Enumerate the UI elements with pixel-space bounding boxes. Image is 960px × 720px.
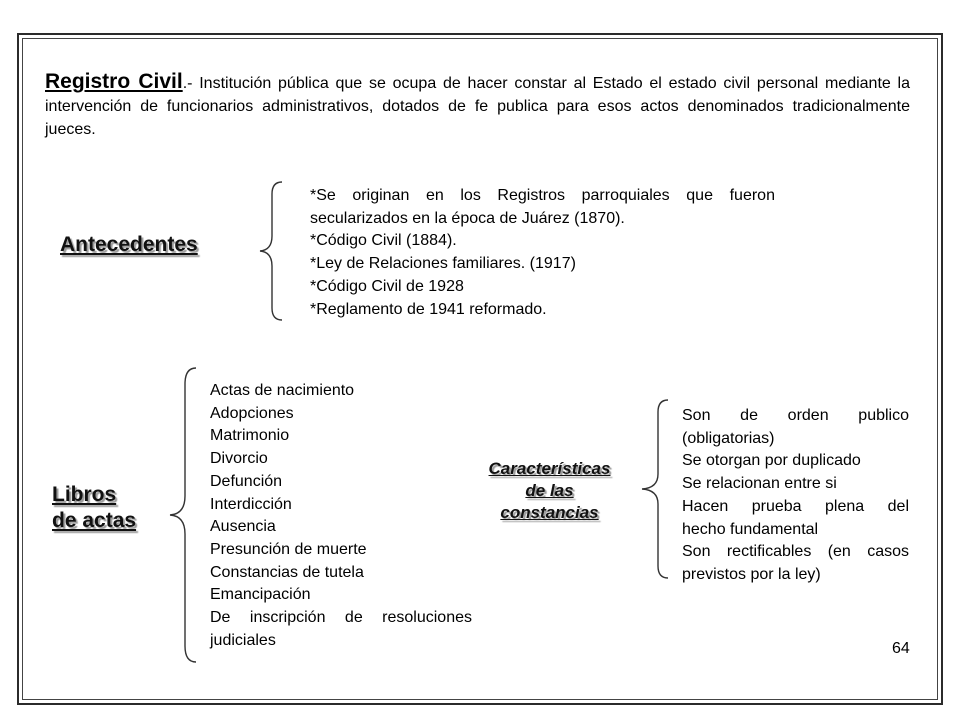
- antecedentes-brace: [256, 180, 286, 322]
- caracteristicas-item: Son rectificables (en casos: [682, 543, 909, 561]
- caracteristicas-item: previstos por la ley): [682, 565, 821, 583]
- caracteristicas-heading: [468, 458, 631, 524]
- caracteristicas-item: Son de orden publico: [682, 407, 909, 424]
- libros-item: Actas de nacimiento: [210, 382, 355, 399]
- libros-item: Defunción: [210, 472, 283, 490]
- libros-brace: [166, 366, 200, 664]
- libros-heading: [52, 482, 136, 534]
- libros-item: Ausencia: [210, 518, 276, 536]
- caracteristicas-item: hecho fundamental: [682, 520, 819, 538]
- libros-item: Constancias de tutela: [210, 563, 364, 581]
- page-number: 64: [892, 640, 910, 657]
- libros-heading-line2: de actas: [52, 509, 137, 532]
- antecedentes-item: *Reglamento de 1941 reformado.: [310, 300, 547, 318]
- intro-text: Institución pública que se ocupa de hacer constar al Estado el estado civil personal mediante la intervención de funcionarios administrativos, dotados de fe publica para esos actos denominados tradicionalmente jueces.: [45, 75, 911, 138]
- caracteristicas-heading-line3: constancias: [500, 503, 599, 522]
- antecedentes-heading: Antecedentes: [60, 233, 198, 256]
- antecedentes-item: secularizados en la época de Juárez (1870).: [310, 209, 625, 227]
- caracteristicas-item: Se otorgan por duplicado: [682, 452, 861, 470]
- libros-item: Presunción de muerte: [210, 540, 367, 558]
- libros-item: De inscripción de resoluciones: [210, 609, 472, 627]
- caracteristicas-item: (obligatorias): [682, 429, 775, 447]
- caracteristicas-item: Hacen prueba plena del: [682, 497, 909, 515]
- intro-separator: .-: [182, 75, 200, 92]
- caracteristicas-list: [682, 405, 909, 587]
- libros-item: Matrimonio: [210, 427, 290, 445]
- antecedentes-list: [310, 185, 775, 321]
- caracteristicas-heading-line2: de las: [525, 481, 574, 500]
- caracteristicas-item: Se relacionan entre si: [682, 475, 837, 493]
- libros-item: judiciales: [210, 631, 276, 649]
- antecedentes-item: *Código Civil de 1928: [310, 277, 464, 295]
- libros-item: Adopciones: [210, 404, 294, 422]
- antecedentes-item: *Se originan en los Registros parroquiales que fueron: [310, 187, 775, 204]
- libros-item: Divorcio: [210, 450, 268, 468]
- antecedentes-item: *Código Civil (1884).: [310, 232, 457, 250]
- caracteristicas-brace: [638, 398, 672, 580]
- libros-list: [210, 380, 472, 652]
- libros-heading-line1: Libros: [52, 483, 117, 506]
- intro-paragraph: [45, 70, 910, 141]
- registro-civil-term: Registro Civil: [45, 70, 183, 93]
- antecedentes-item: *Ley de Relaciones familiares. (1917): [310, 255, 576, 273]
- libros-item: Emancipación: [210, 586, 311, 604]
- caracteristicas-heading-line1: Características: [488, 459, 611, 478]
- libros-item: Interdicción: [210, 495, 292, 513]
